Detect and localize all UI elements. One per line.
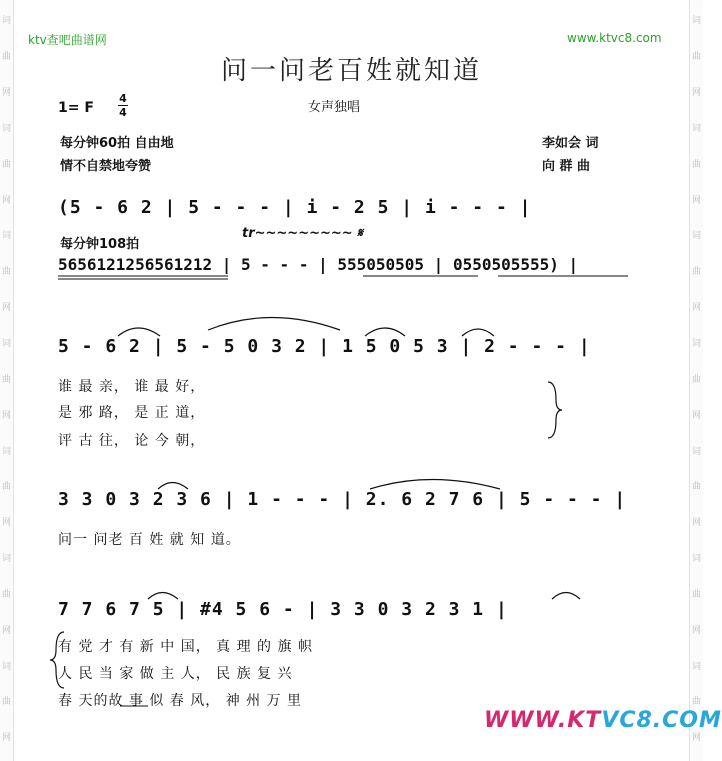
side-watermark-left bbox=[0, 0, 14, 761]
watermark-char: 词 bbox=[691, 231, 701, 242]
watermark-char: 词 bbox=[1, 339, 11, 350]
watermark-char: 词 bbox=[1, 231, 11, 242]
watermark-char: 网 bbox=[1, 625, 11, 636]
score-row-2: 5656121256561212 | 5 - - - | 555050505 | 0550505555) | bbox=[58, 255, 579, 274]
watermark-char: 词 bbox=[691, 661, 701, 672]
watermark-char: 词 bbox=[691, 446, 701, 457]
side-watermark-right bbox=[689, 0, 703, 761]
composer-credit: 向 群 曲 bbox=[542, 159, 591, 174]
lyric-verse-4: 有 党 才 有 新 中 国， 真 理 的 旗 帜 bbox=[58, 639, 313, 655]
watermark-char: 词 bbox=[1, 446, 11, 457]
lyric-chorus: 问一 问老 百 姓 就 知 道。 bbox=[58, 532, 241, 548]
watermark-char: 曲 bbox=[1, 697, 11, 708]
watermark-char: 曲 bbox=[691, 374, 701, 385]
watermark-char: 网 bbox=[691, 410, 701, 421]
watermark-char: 曲 bbox=[691, 697, 701, 708]
watermark-char: 曲 bbox=[1, 267, 11, 278]
watermark-char: 词 bbox=[691, 554, 701, 565]
watermark-char: 曲 bbox=[1, 482, 11, 493]
lyric-verse-1: 谁 最 亲， 谁 最 好， bbox=[58, 379, 206, 395]
watermark-char: 网 bbox=[1, 410, 11, 421]
watermark-char: 曲 bbox=[691, 159, 701, 170]
score-row-4: 3 3 0 3 2 3 6 | 1 - - - | 2. 6 2 7 6 | 5 - - - | bbox=[58, 489, 627, 510]
site-brand-logo[interactable] bbox=[484, 708, 722, 733]
lyric-verse-5: 人 民 当 家 做 主 人， 民 族 复 兴 bbox=[58, 666, 293, 682]
slur bbox=[552, 593, 580, 600]
watermark-char: 网 bbox=[1, 518, 11, 529]
watermark-char: 词 bbox=[1, 16, 11, 27]
watermark-char: 网 bbox=[691, 195, 701, 206]
watermark-char: 词 bbox=[691, 339, 701, 350]
watermark-char: 网 bbox=[691, 625, 701, 636]
performance-type: 女声独唱 bbox=[308, 100, 361, 115]
watermark-char: 网 bbox=[1, 303, 11, 314]
verse-bracket bbox=[548, 382, 562, 438]
watermark-char: 词 bbox=[1, 661, 11, 672]
lyric-verse-2: 是 邪 路， 是 正 道， bbox=[58, 405, 206, 421]
site-name-left[interactable]: ktv查吧曲谱网 bbox=[28, 33, 107, 47]
watermark-char: 曲 bbox=[1, 52, 11, 63]
watermark-char: 曲 bbox=[1, 374, 11, 385]
watermark-char: 曲 bbox=[691, 52, 701, 63]
slur bbox=[462, 329, 494, 336]
watermark-char: 词 bbox=[691, 16, 701, 27]
watermark-char: 词 bbox=[1, 123, 11, 134]
time-signature bbox=[118, 93, 128, 118]
trill-segno-marking: tr~~~~~~~~~ 𝄋 bbox=[242, 226, 363, 241]
lyric-verse-3: 评 古 往， 论 今 朝， bbox=[58, 433, 206, 449]
lyricist-credit: 李如会 词 bbox=[542, 136, 599, 151]
watermark-char: 网 bbox=[1, 88, 11, 99]
watermark-char: 网 bbox=[691, 518, 701, 529]
watermark-char: 曲 bbox=[1, 159, 11, 170]
watermark-char: 网 bbox=[691, 88, 701, 99]
watermark-char: 曲 bbox=[691, 589, 701, 600]
watermark-char: 网 bbox=[1, 733, 11, 744]
watermark-char: 网 bbox=[691, 733, 701, 744]
key-signature: 1= F bbox=[58, 100, 94, 116]
watermark-char: 曲 bbox=[1, 589, 11, 600]
lyric-verse-6: 春 天的故 事 似 春 风， 神 州 万 里 bbox=[58, 693, 303, 709]
watermark-char: 曲 bbox=[691, 482, 701, 493]
watermark-char: 网 bbox=[691, 303, 701, 314]
watermark-char: 词 bbox=[691, 123, 701, 134]
watermark-char: 曲 bbox=[691, 267, 701, 278]
watermark-char: 网 bbox=[1, 195, 11, 206]
meter-bottom: 4 bbox=[119, 106, 127, 119]
score-row-3: 5 - 6 2 | 5 - 5 0 3 2 | 1 5 0 5 3 | 2 - - - | bbox=[58, 336, 591, 357]
score-row-5: 7 7 6 7 5 | #4 5 6 - | 3 3 0 3 2 3 1 | bbox=[58, 599, 508, 620]
site-url-right[interactable]: www.ktvc8.com bbox=[567, 31, 662, 45]
song-title: 问一问老百姓就知道 bbox=[220, 56, 482, 86]
brand-part-1: WWW.KT bbox=[484, 708, 602, 733]
slur bbox=[118, 328, 160, 336]
prelude-tempo-marking: 每分钟108拍 bbox=[60, 237, 140, 252]
expression-marking: 情不自禁地夸赞 bbox=[60, 159, 152, 174]
score-row-1: (5 - 6 2 | 5 - - - | i - 2 5 | i - - - | bbox=[58, 197, 532, 218]
tempo-marking: 每分钟60拍 自由地 bbox=[60, 136, 174, 151]
watermark-char: 词 bbox=[1, 554, 11, 565]
meter-top: 4 bbox=[119, 92, 127, 105]
slur bbox=[365, 328, 405, 336]
brand-part-2: VC8.COM bbox=[601, 708, 722, 733]
slur bbox=[208, 318, 340, 331]
slur bbox=[370, 480, 500, 490]
